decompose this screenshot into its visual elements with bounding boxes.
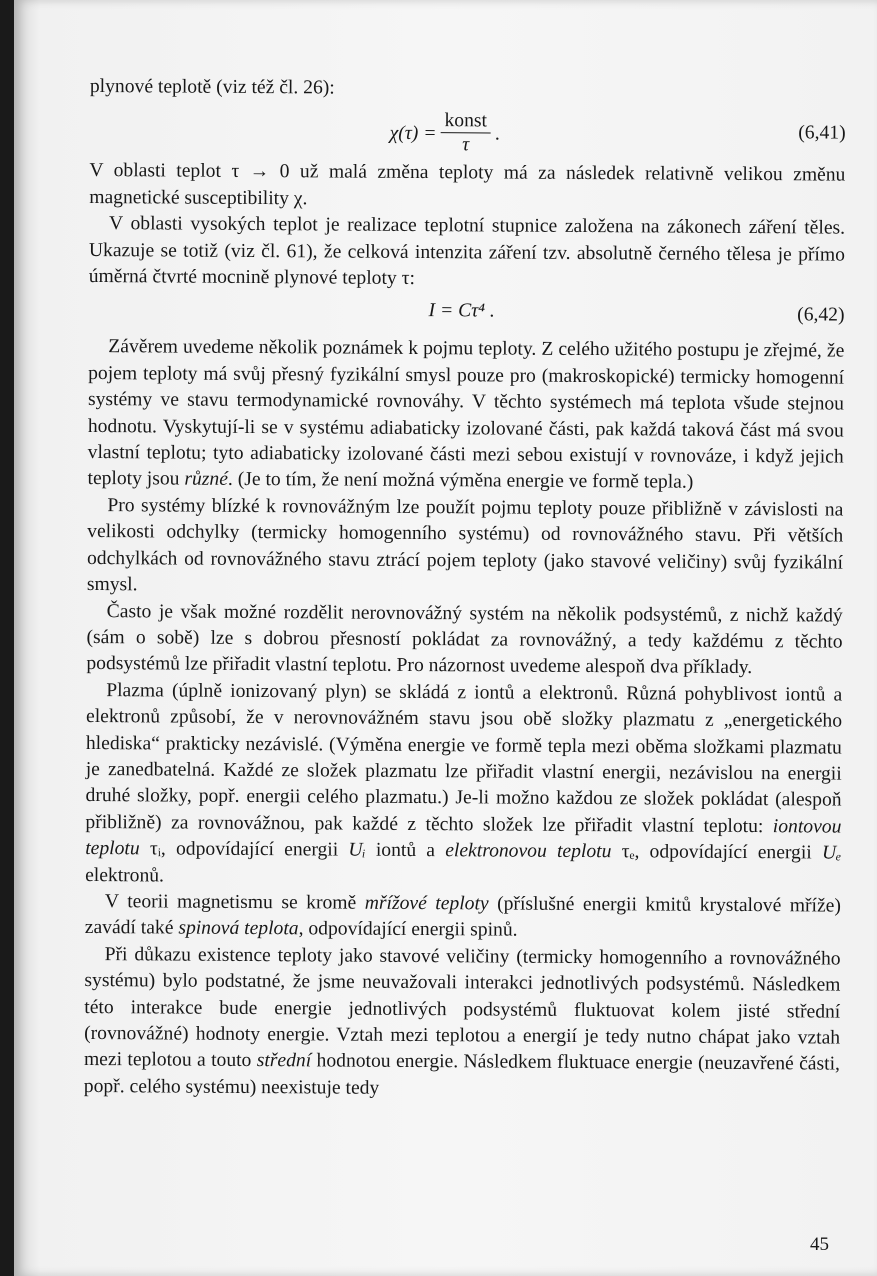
page-content bbox=[84, 74, 846, 1105]
p3-emphasis: různé bbox=[184, 469, 229, 491]
p7-text-b: (příslušné energii kmitů krystalové mříže) zavádí také bbox=[84, 893, 841, 939]
p8-text-a: Při důkazu existence teploty jako stavové veličiny (termicky homogenního a rovnovážného systému) bylo podstatné, že jsme neuvažovali interakci jednotlivých podsystémů. Následkem této interakce bude energie jednotlivých podsystémů fluktuovat kolem jisté střední (rovnovážné) hodnoty energie. Vztah mezi teplotou a energií je tedy nutno chápat jako vztah mezi teplotou a touto bbox=[83, 943, 841, 1072]
paragraph-7 bbox=[85, 889, 841, 946]
eq1-denominator: τ bbox=[462, 134, 470, 156]
eq1-lhs: χ(τ) = bbox=[389, 122, 437, 144]
equation-6-41-formula bbox=[389, 110, 499, 158]
book-page bbox=[14, 0, 877, 1276]
p6-text-a: Plazma (úplně ionizovaný plyn) se skládá z iontů a elektronů. Různá pohyblivost iontů a elektronů způsobí, že v nerovnovážném stavu jsou obě složky plazmatu z „energetického hlediska“ prakticky nezávislé. (Výměna energie ve formě tepla mezi oběma složkami plazmatu je zanedbatelná. Každé ze složek plazmatu lze přiřadit vlastní energii, nezávislou na energii druhé složky, popř. energii celého plazmatu.) Je-li možno každou ze složek pokládat (alespoň přibližně) za rovnovážnou, pak každé z těchto složek lze přiřadit vlastní teplotu: bbox=[85, 679, 843, 837]
equation-6-42 bbox=[88, 290, 844, 339]
p7-text-c: , odpovídající energii spinů. bbox=[298, 918, 518, 942]
p7-lattice-term: mřížové teploty bbox=[364, 892, 489, 915]
paragraph-3 bbox=[87, 334, 844, 497]
eq2-formula: I = Cτ⁴ . bbox=[428, 300, 495, 322]
p6-Ui: Uᵢ bbox=[348, 839, 366, 861]
p6-Ue: Uₑ bbox=[821, 842, 842, 864]
equation-number-6-42: (6,42) bbox=[797, 304, 845, 327]
equation-number-6-41: (6,41) bbox=[798, 122, 846, 145]
paragraph-4: Pro systémy blízké k rovnovážným lze použít pojmu teploty pouze přibližně v závislosti na velikosti odchylky (termicky homogenního systému) od rovnovážného stavu. Při větších odchylkách od rovnovážného stavu ztrácí pojem teploty (jako stavové veličiny) svůj fyzikální smysl. bbox=[86, 494, 844, 596]
p7-text-a: V teorii magnetismu se kromě bbox=[104, 891, 365, 914]
eq1-fraction bbox=[440, 111, 491, 158]
p6-text-e: elektronů. bbox=[85, 864, 165, 887]
page-number: 45 bbox=[810, 1234, 829, 1255]
paragraph-2: V oblasti vysokých teplot je realizace teplotní stupnice založena na zákonech záření těles. Ukazuje se totiž (viz čl. 61), že celková intenzita záření tzv. absolutně černého tělesa je přímo úměrná čtvrté mocnině plynové teploty τ: bbox=[88, 213, 846, 290]
intro-line: plynové teplotě (viz též čl. 26): bbox=[89, 75, 335, 99]
paragraph-1: V oblasti teplot τ → 0 už malá změna teploty má za následek relativně velikou změnu magnetické susceptibility χ. bbox=[89, 160, 846, 210]
eq1-tail: . bbox=[494, 123, 500, 145]
p6-el-term: elektronovou teplotu bbox=[445, 840, 612, 863]
p7-spin-term: spinová teplota bbox=[178, 917, 299, 940]
paragraph-6 bbox=[85, 678, 842, 894]
p8-mean-term: střední bbox=[256, 1050, 312, 1072]
p3-text-b: . (Je to tím, že není možná výměna energie ve formě tepla.) bbox=[227, 469, 694, 494]
p6-ion-term: iontovou teplotu bbox=[85, 815, 842, 860]
eq1-numerator: konst bbox=[440, 111, 491, 134]
p6-text-b: τᵢ, odpovídající energii bbox=[139, 838, 349, 861]
p6-text-d: τₑ, odpovídající energii bbox=[611, 841, 823, 864]
paragraph-5: Často je však možné rozdělit nerovnovážný systém na několik podsystémů, z nichž každý (sám o sobě) lze s dobrou přesností pokládat za rovnovážný, a tedy každému z těchto podsystémů lze přiřadit vlastní teplotu. Pro názornost uvedeme alespoň dva příklady. bbox=[86, 600, 843, 679]
p8-text-b: hodnotou energie. Následkem fluktuace energie (neuzavřené části, popř. celého systému) neexistuje tedy bbox=[83, 1050, 841, 1099]
paragraph-8 bbox=[84, 942, 841, 1105]
p3-text-a: Závěrem uvedeme několik poznámek k pojmu teploty. Z celého užitého postupu je zřejmé, že pojem teploty má svůj přesný fyzikální smysl pouze pro (makroskopické) termicky homogenní systémy ve stavu termodynamické rovnováhy. V těchto systémech má teplota všude stejnou hodnotu. Vyskytují-li se v systému adiabaticky izolované části, pak každá taková část má svou vlastní teplotu; tyto adiabaticky izolované části mezi sebou existují v rovnováze, i když jejich teploty jsou bbox=[87, 336, 845, 491]
equation-6-41 bbox=[89, 100, 845, 163]
p6-text-c: iontů a bbox=[365, 839, 446, 862]
